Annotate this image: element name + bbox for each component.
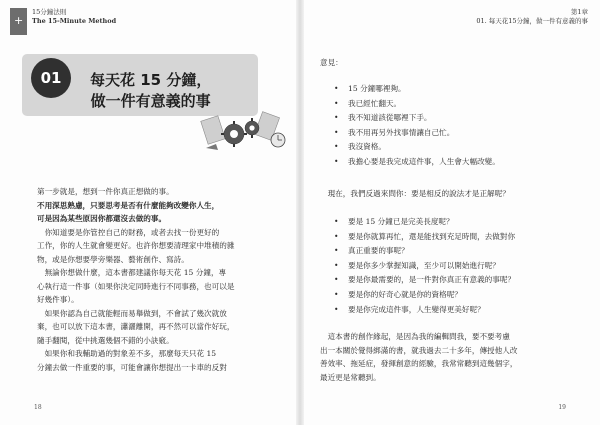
list-item: • 我已經忙翻天。 (334, 97, 574, 112)
left-body-text (37, 185, 277, 374)
list-item: • 15 分鐘哪裡夠。 (334, 82, 574, 97)
list-item: • 要是你的好奇心就是你的資格呢？ (334, 288, 574, 303)
list-item: • 要是你就算再忙，還是能找到充足時間，去做對你 (334, 230, 574, 245)
bullet-list-objections (334, 82, 574, 170)
paragraph-line: 第一步就是，想到一件你真正想做的事。 (37, 187, 174, 196)
paragraph-line: 最近更是常聽到。 (320, 372, 381, 382)
list-item: • 我擔心要是我完成這件事，人生會大幅改變。 (334, 155, 574, 170)
paragraph-line: 可是因為某些原因你都還沒去做的事。 (37, 214, 167, 223)
paragraph-line: 善效率、拖延症，發揮創意的經驗，我常常聽到這幾個字， (320, 359, 518, 368)
list-item-continued: • 真正重要的事呢？ (334, 244, 574, 259)
plus-icon: + (14, 14, 24, 27)
section-label: 01. 每天花15分鐘，做一件有意義的事 (476, 17, 588, 25)
paragraph-line: 這本書的創作緣起，是因為我的編輯問我，要不要考慮 (320, 332, 510, 341)
header-tab (10, 8, 27, 35)
right-closing-paragraph (320, 330, 580, 384)
list-item: • 我不知道該從哪裡下手。 (334, 111, 574, 126)
gears-illustration-icon (198, 108, 294, 154)
paragraph-line: 心執行這一件事（如果你決定同時進行不同事務，也可以是 (37, 281, 235, 291)
list-item: • 我沒資格。 (334, 140, 574, 155)
paragraph-line: 無論你想做什麼，這本書都建議你每天花 15 分鐘，專 (37, 268, 227, 277)
list-item: • 要是 15 分鐘已是完美長度呢？ (334, 215, 574, 230)
running-header-right (476, 8, 588, 26)
paragraph-line: 好幾件事）。 (37, 295, 79, 304)
list-item: • 我不用再另外找事情讓自己忙。 (334, 126, 574, 141)
section-title (90, 70, 211, 112)
book-title-zh: 15分鐘法則 (32, 8, 67, 16)
page-number-left: 18 (34, 404, 42, 411)
paragraph-line: 出一本關於覺得綁滿的書，就我過去二十多年，傳授他人改 (320, 345, 518, 355)
paragraph-line: 你知道要是你管控自己的財務，或者去找一份更好的 (37, 227, 220, 237)
paragraph-line: 工作，你的人生就會變更好。也許你想要清理家中堆積的雜 (37, 241, 235, 250)
chapter-badge: 01 (31, 58, 71, 98)
chapter-label: 第1章 (570, 8, 588, 16)
list-item: • 要是你完成這件事，人生變得更美好呢？ (334, 303, 574, 318)
title-line-2: 做一件有意義的事 (90, 92, 211, 110)
paragraph-line: 如果你和我輔助過的對象差不多，那麼每天只花 15 (37, 349, 217, 358)
paragraph-line: 分鐘去做一件重要的事，可能會讓你想提出一卡車的反對 (37, 362, 227, 372)
bullet-list-reframes (334, 215, 574, 317)
list-item: • 要是你多少掌握知識，至少可以開始進行呢？ (334, 259, 574, 274)
paragraph-line: 不用深思熟慮，只要思考是否有什麼能夠改變你人生， (37, 200, 220, 210)
book-title-en: The 15-Minute Method (32, 17, 117, 25)
paragraph-line: 隨手翻閱，從中挑選幾個不錯的小訣竅。 (37, 335, 174, 345)
running-header-left (10, 8, 116, 35)
paragraph-line: 棄，也可以放下這本書，瀟灑離開，再不然可以當作好玩， (37, 322, 235, 331)
paragraph-line: 如果你認為自己就能輕而易舉做到，不會試了幾次就放 (37, 308, 227, 318)
title-line-1: 每天花 15 分鐘， (90, 71, 212, 89)
page-number-right: 19 (558, 404, 566, 411)
book-gutter (296, 0, 304, 425)
right-intro: 意見： (320, 58, 343, 67)
paragraph-line: 物，或是你想要學旁樂器、藝術創作、寫詩。 (37, 254, 189, 264)
list-item: • 要是你最需要的，是一件對你真正有意義的事呢？ (334, 273, 574, 288)
right-mid-paragraph: 現在，我們反過來問你：要是相反的說法才是正解呢？ (320, 189, 510, 198)
